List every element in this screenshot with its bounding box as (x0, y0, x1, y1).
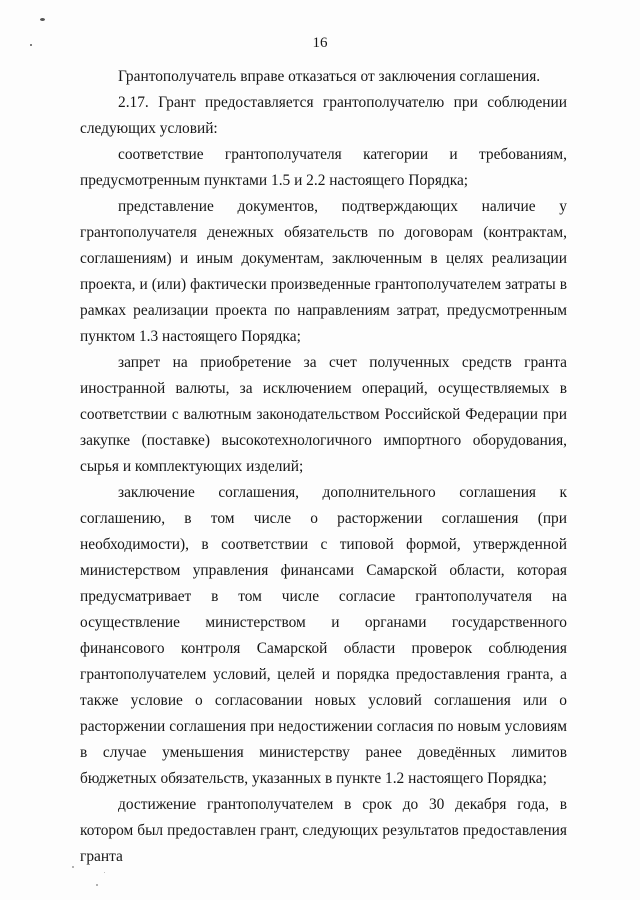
scan-speck (96, 884, 98, 886)
scan-speck (40, 18, 45, 21)
paragraph-condition-documents: представление документов, подтверждающих наличие у грантополучателя денежных обязательств по договорам (контрактам, соглашениям) и иным документам, заключенным в целях реализации проекта, и (или) фактически произведенные грантополучателем затраты в рамках реализации проекта по направлениям затрат, предусмотренным пунктом 1.3 настоящего Порядка; (80, 198, 567, 345)
paragraph-condition-currency-ban: запрет на приобретение за счет полученных средств гранта иностранной валюты, за исключением операций, осуществляемых в соответствии с валютным законодательством Российской Федерации при закупке (поставке) высокотехнологичного импортного оборудования, сырья и комплектующих изделий; (80, 354, 567, 475)
paragraph-condition-results: достижение грантополучателем в срок до 30 декабря года, в котором был предоставлен грант, следующих результатов предоставления гранта (80, 796, 567, 865)
paragraph-condition-category: соответствие грантополучателя категории и требованиям, предусмотренным пунктами 1.5 и 2.2 настоящего Порядка; (80, 146, 567, 189)
page-number: 16 (312, 35, 328, 51)
paragraph-2-17: 2.17. Грант предоставляется грантополучателю при соблюдении следующих условий: (80, 94, 567, 137)
paragraph-condition-agreement: заключение соглашения, дополнительного соглашения к соглашению, в том числе о расторжении соглашения (при необходимости), в соответствии с типовой формой, утвержденной министерством управления финансами Самарской области, которая предусматривает в том числе согласие грантополучателя на осуществление министерством и органами государственного финансового контроля Самарской области проверок соблюдения грантополучателем условий, целей и порядка предоставления гранта, а также условие о согласовании новых условий соглашения или о расторжении соглашения при недостижении согласия по новым условиям в случае уменьшения министерству ранее доведённых лимитов бюджетных обязательств, указанных в пункте 1.2 настоящего Порядка; (80, 484, 567, 787)
scan-speck (104, 872, 105, 873)
paragraph-refusal: Грантополучатель вправе отказаться от заключения соглашения. (118, 68, 541, 85)
scan-speck (30, 44, 32, 46)
scan-speck (72, 866, 74, 868)
document-body (80, 64, 567, 870)
